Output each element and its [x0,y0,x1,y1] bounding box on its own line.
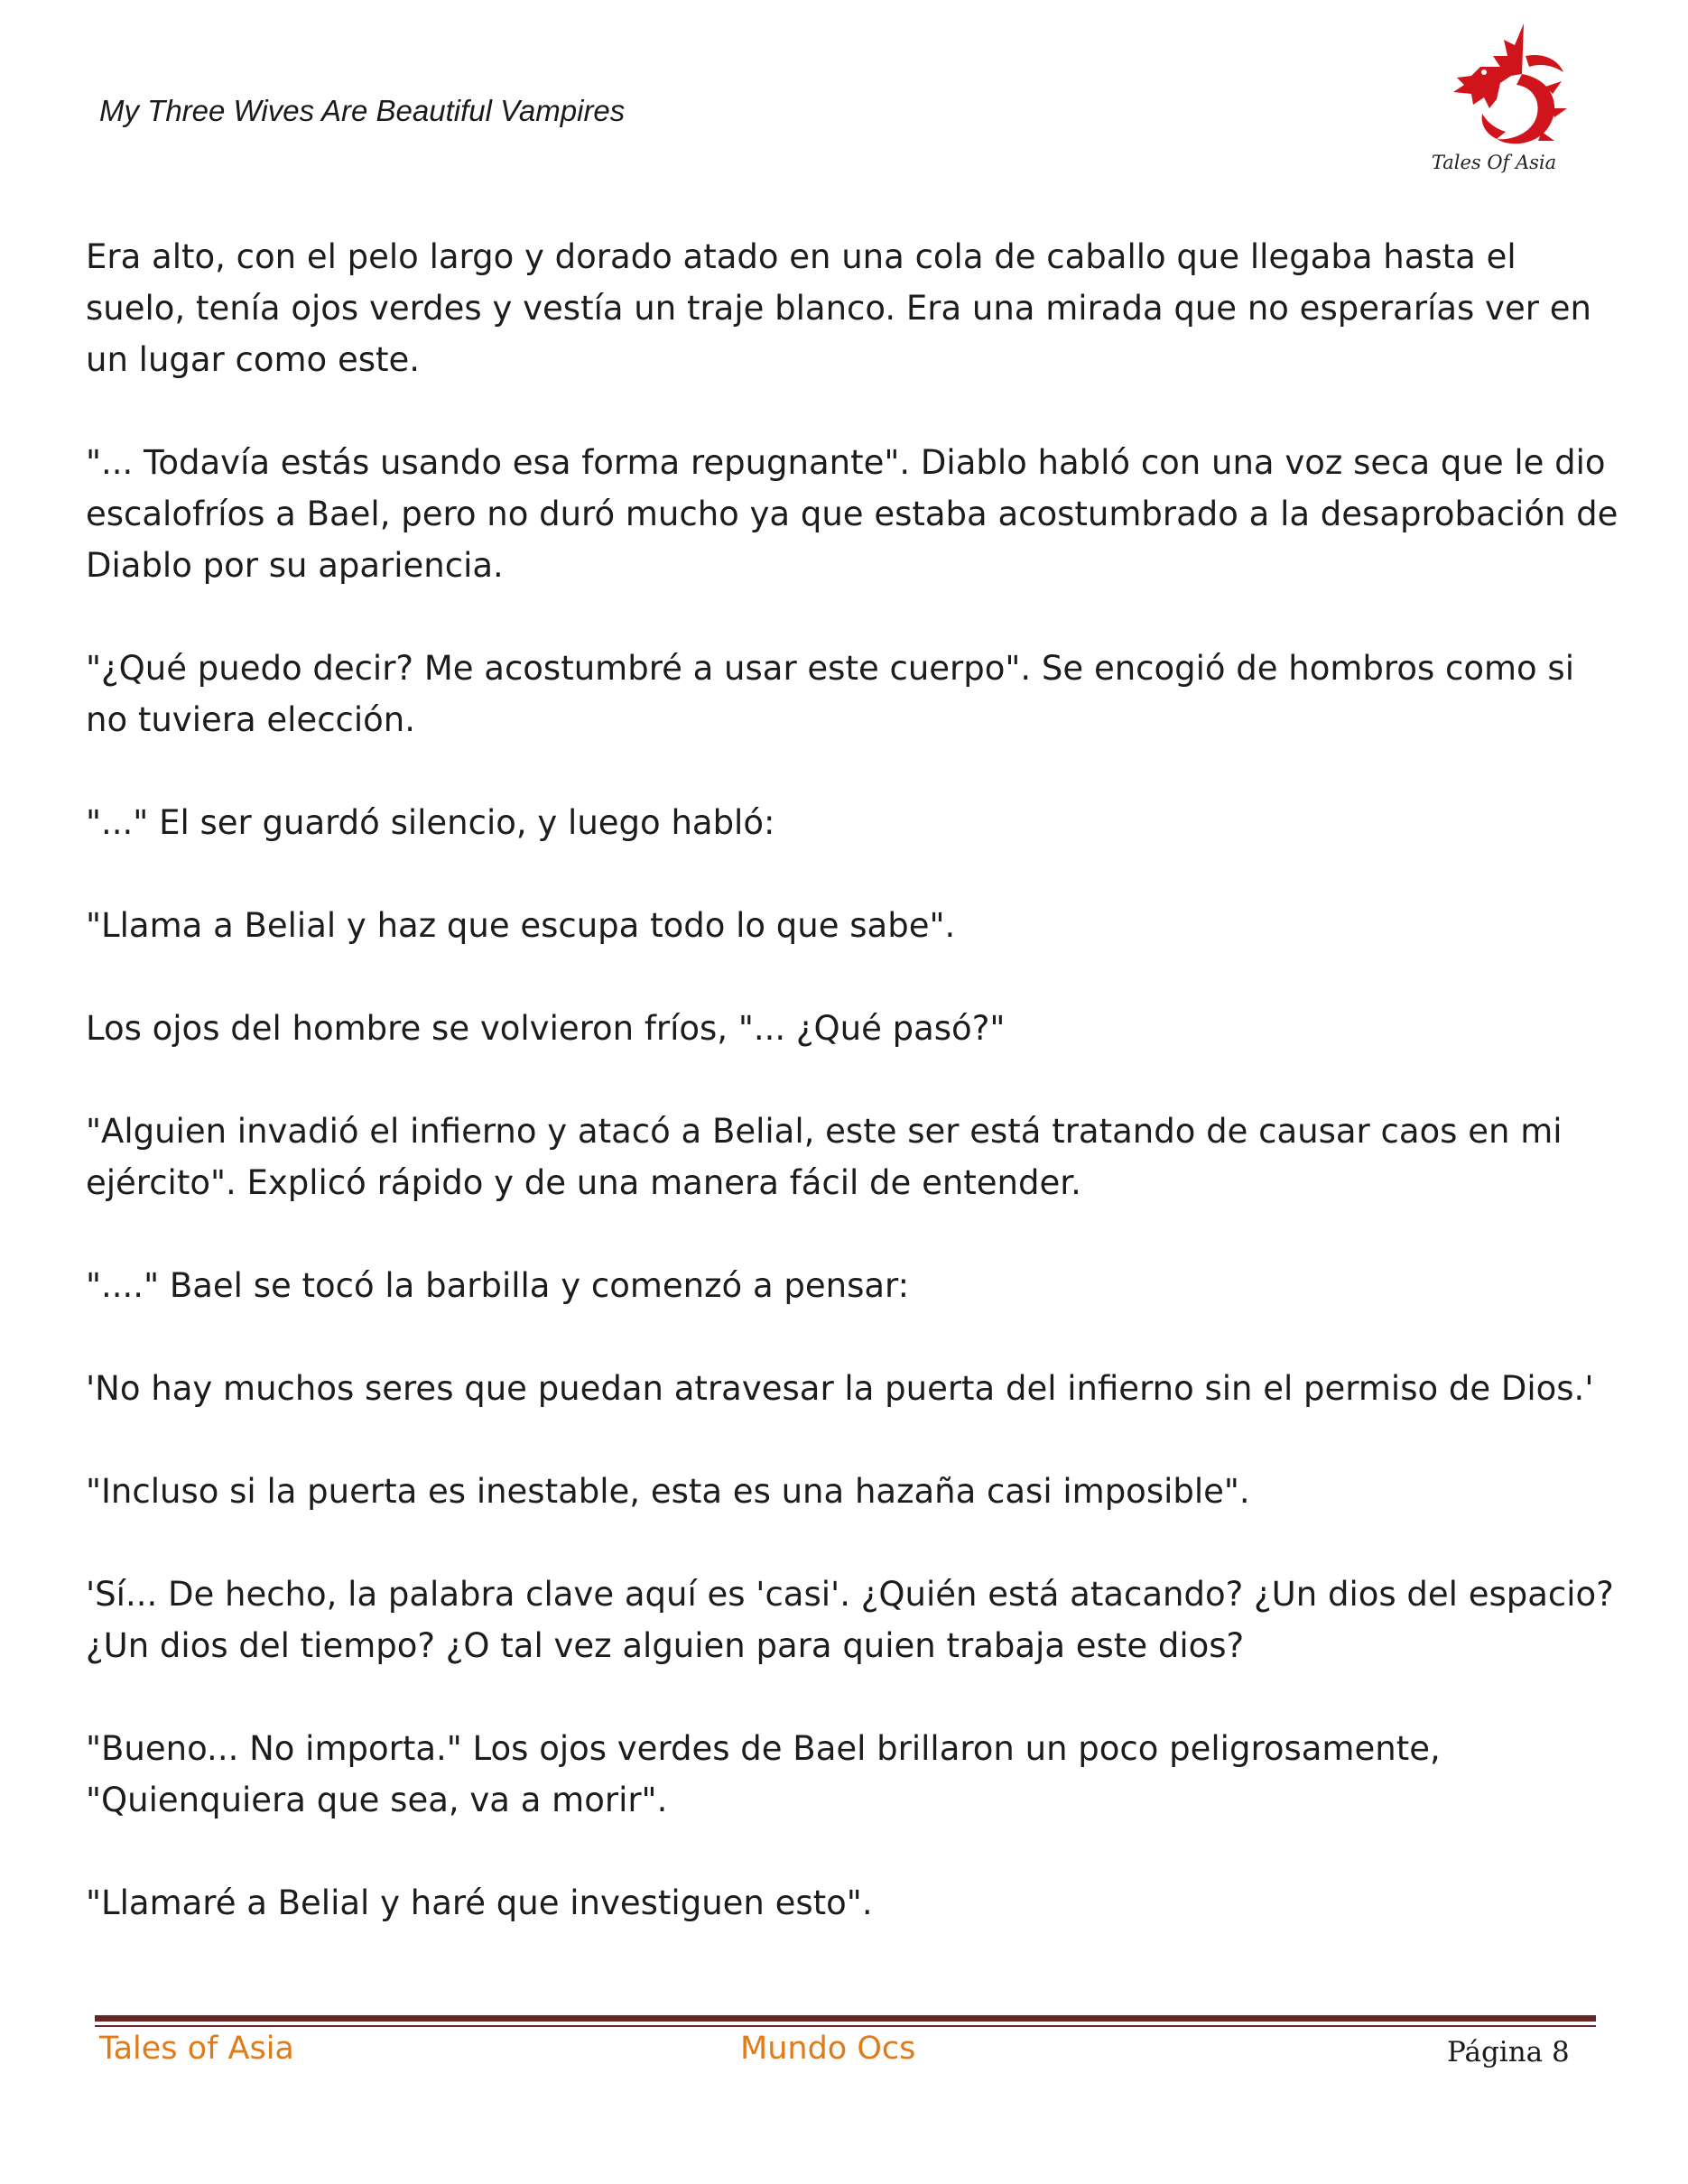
footer-divider-thin [95,2025,1596,2027]
paragraph: Los ojos del hombre se volvieron fríos, "... ¿Qué pasó?" [86,1009,1006,1048]
footer-divider-thick [95,2015,1596,2022]
footer-section-name: Mundo Ocs [740,2031,916,2067]
footer-site-name: Tales of Asia [99,2031,294,2067]
paragraph: 'Sí... De hecho, la palabra clave aquí es 'casi'. ¿Quién está atacando? ¿Un dios del espacio? ¿Un dios del tiempo? ¿O tal vez alguien para quien trabaja este dios? [86,1575,1614,1665]
paragraph: "Incluso si la puerta es inestable, esta es una hazaña casi imposible". [86,1472,1250,1511]
paragraph: "Alguien invadió el infierno y atacó a Belial, este ser está tratando de causar caos en mi ejército". Explicó rápido y de una manera fácil de entender. [86,1112,1563,1202]
document-body [86,231,1620,1980]
paragraph: 'No hay muchos seres que puedan atravesar la puerta del infierno sin el permiso de Dios.' [86,1369,1594,1408]
paragraph: "... Todavía estás usando esa forma repugnante". Diablo habló con una voz seca que le dio escalofríos a Bael, pero no duró mucho ya que estaba acostumbrado a la desaprobación de Diablo por su apariencia. [86,443,1618,585]
paragraph: "..." El ser guardó silencio, y luego habló: [86,803,775,842]
paragraph: Era alto, con el pelo largo y dorado atado en una cola de caballo que llegaba hasta el suelo, tenía ojos verdes y vestía un traje blanco. Era una mirada que no esperarías ver en un lugar como este. [86,237,1591,379]
paragraph: "Bueno... No importa." Los ojos verdes de Bael brillaron un poco peligrosamente, "Quienquiera que sea, va a morir". [86,1729,1441,1819]
logo-text: Tales Of Asia [1431,152,1557,173]
dragon-icon [1417,20,1571,155]
paragraph: "...." Bael se tocó la barbilla y comenzó a pensar: [86,1266,910,1305]
paragraph: "¿Qué puedo decir? Me acostumbré a usar este cuerpo". Se encogió de hombros como si no tuviera elección. [86,649,1574,739]
document-header-title: My Three Wives Are Beautiful Vampires [99,94,626,127]
tales-of-asia-logo [1417,20,1571,182]
paragraph: "Llamaré a Belial y haré que investiguen esto". [86,1883,873,1922]
footer-divider [95,2015,1596,2028]
paragraph: "Llama a Belial y haz que escupa todo lo que sabe". [86,906,956,945]
page-number: Página 8 [1447,2036,1570,2068]
